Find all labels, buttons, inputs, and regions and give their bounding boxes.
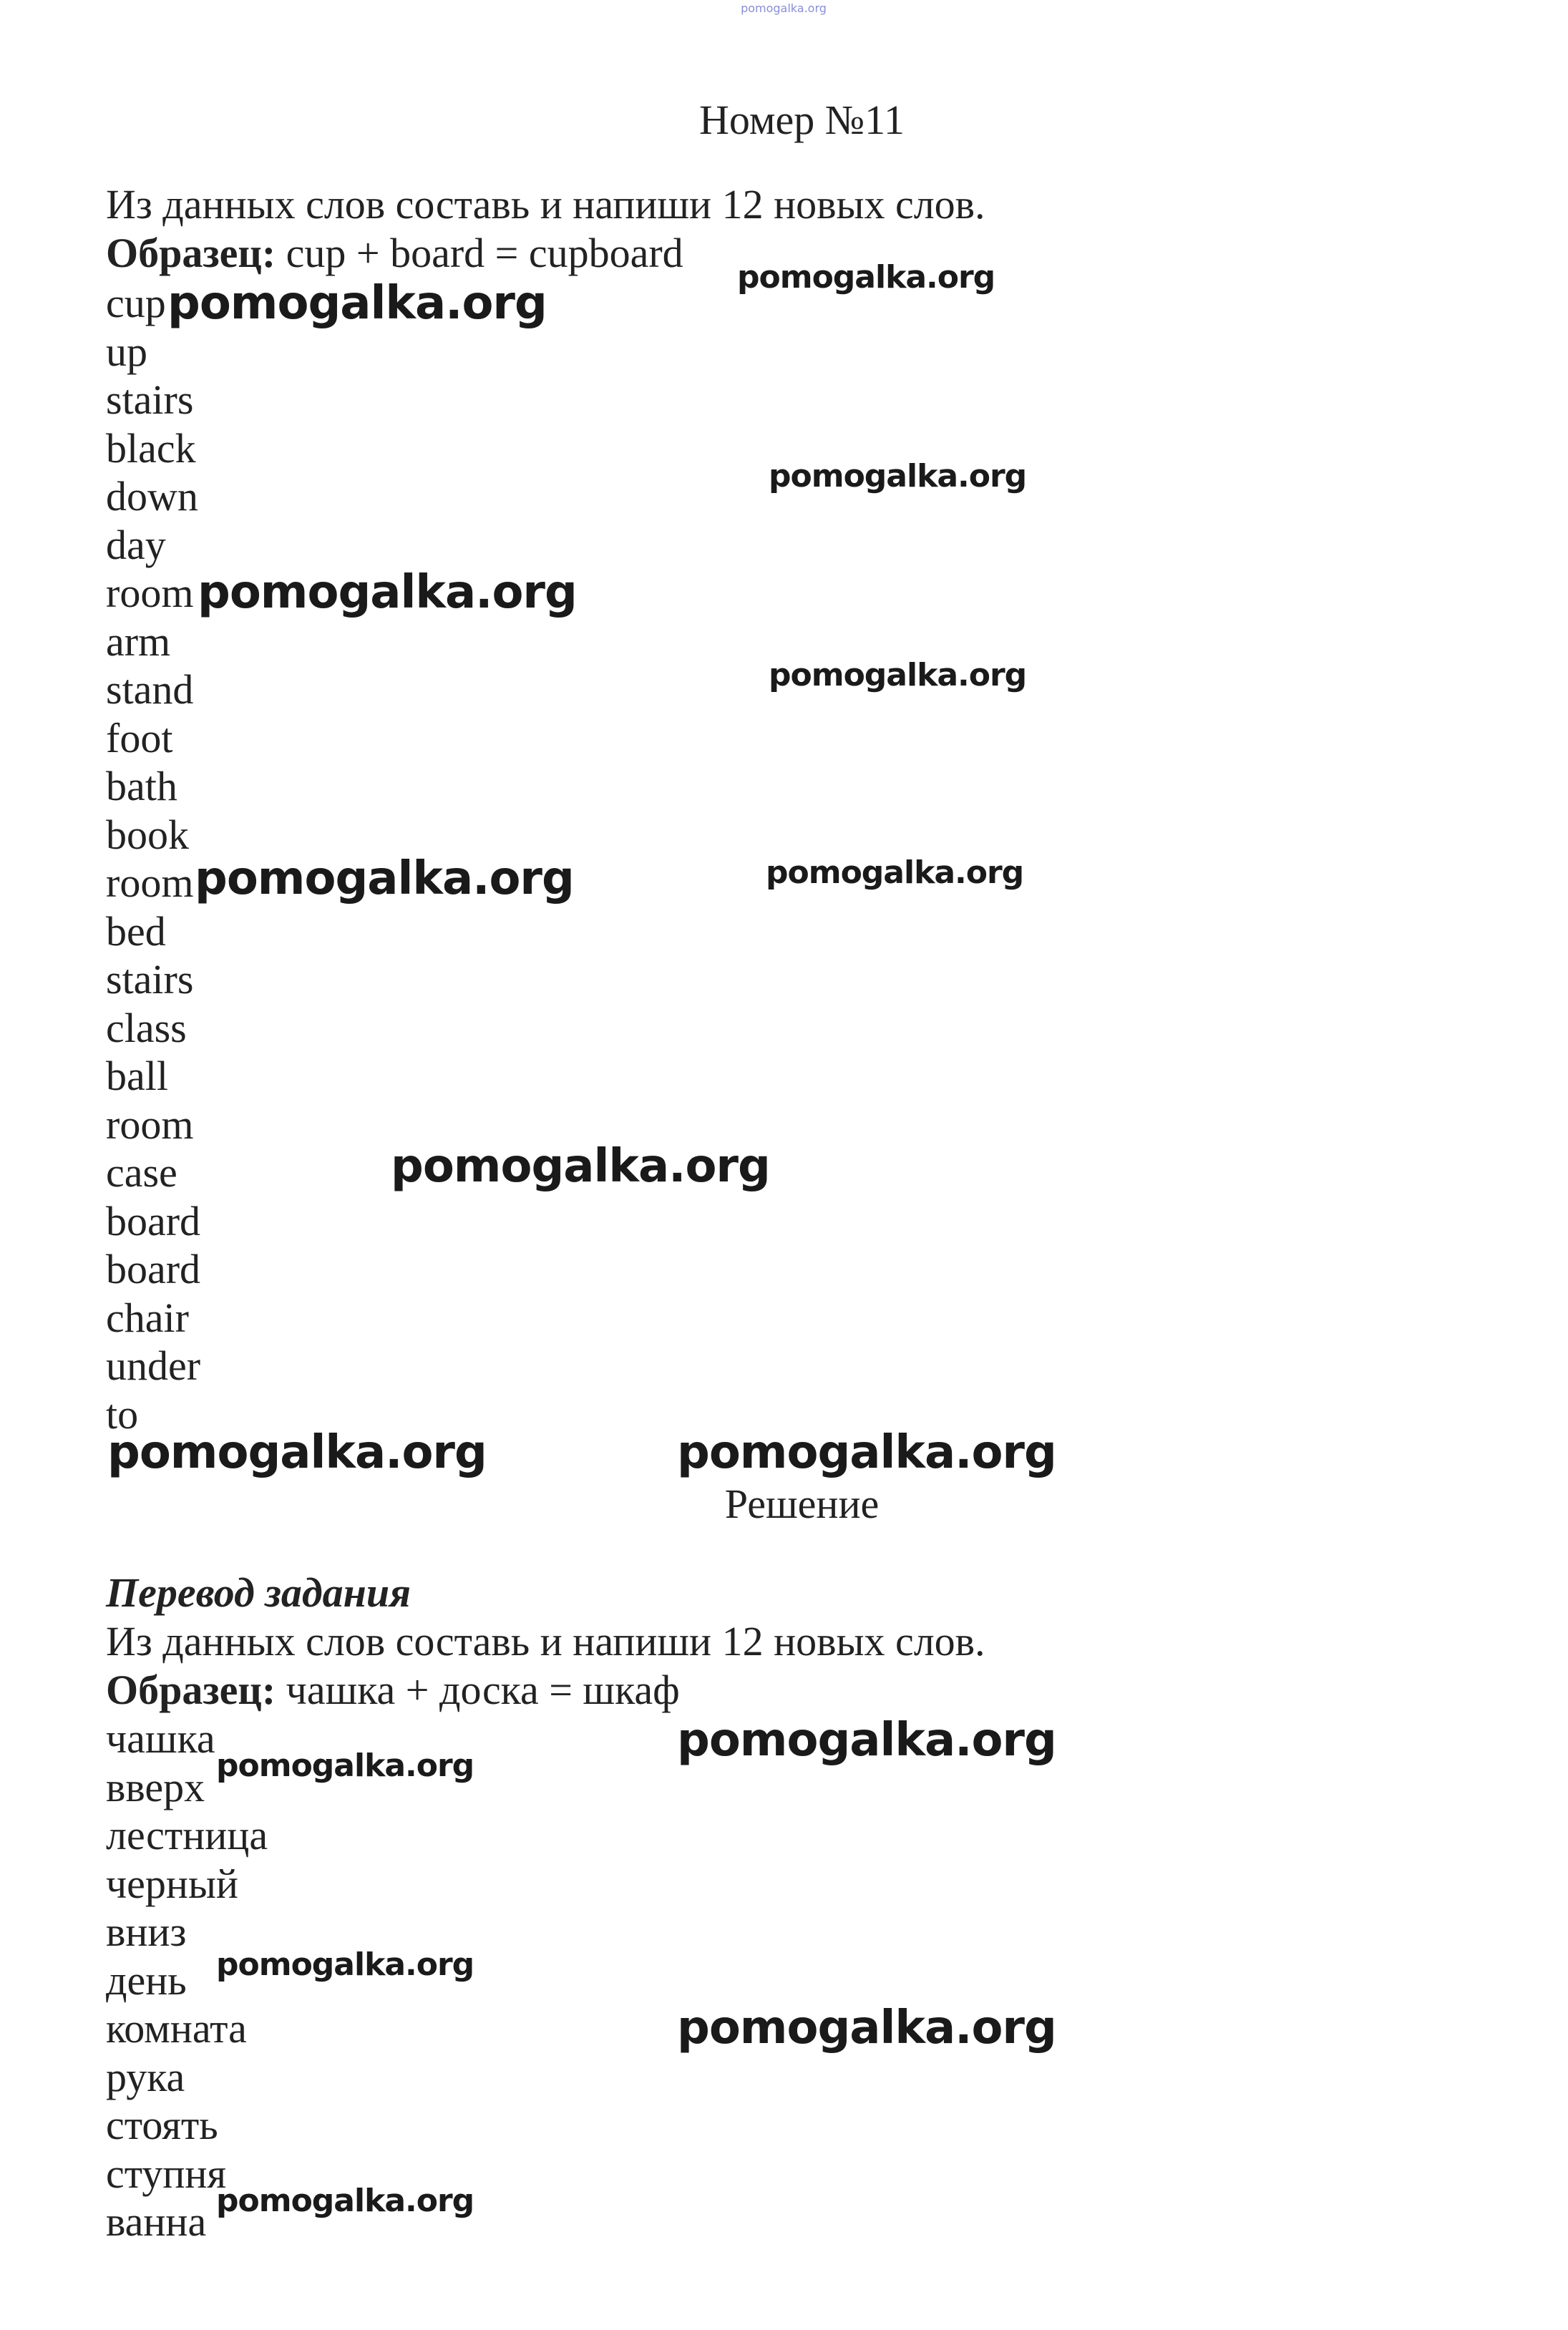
- translation-example-label: Образец:: [106, 1667, 276, 1713]
- solution-label: Решение: [724, 1481, 880, 1527]
- translation-example: [106, 1666, 680, 1715]
- watermark: pomogalka.org: [107, 1426, 487, 1479]
- word-item: book: [106, 811, 189, 858]
- translation-example-text: чашка + доска = шкаф: [276, 1667, 680, 1713]
- watermark: pomogalka.org: [769, 458, 1027, 494]
- word-item: день: [106, 1956, 187, 2004]
- word-item: bath: [106, 763, 177, 809]
- word-item: стоять: [106, 2102, 218, 2148]
- task-example: [106, 229, 683, 278]
- watermark: pomogalka.org: [216, 2183, 474, 2219]
- word-item: ванна: [106, 2198, 207, 2245]
- word-item: вниз: [106, 1909, 187, 1955]
- translation-heading: Перевод задания: [106, 1569, 411, 1616]
- word-item: under: [106, 1342, 201, 1389]
- watermark: pomogalka.org: [167, 277, 547, 330]
- word-item: case: [106, 1149, 177, 1196]
- word-item: class: [106, 1004, 187, 1051]
- example-text: cup + board = cupboard: [276, 230, 683, 276]
- word-item: ступня: [106, 2150, 227, 2197]
- word-item: room: [106, 859, 194, 906]
- word-item: chair: [106, 1294, 189, 1341]
- watermark: pomogalka.org: [677, 1426, 1056, 1479]
- word-item: board: [106, 1246, 201, 1292]
- word-item: ball: [106, 1053, 168, 1099]
- word-item: черный: [106, 1860, 238, 1907]
- word-item: black: [106, 424, 196, 472]
- word-item: вверх: [106, 1763, 205, 1810]
- word-item: stand: [106, 666, 194, 713]
- watermark: pomogalka.org: [391, 1140, 770, 1193]
- word-item: рука: [106, 2053, 185, 2100]
- header-watermark: pomogalka.org: [741, 1, 827, 15]
- task-instruction: Из данных слов составь и напиши 12 новых слов.: [106, 181, 985, 228]
- word-item: board: [106, 1197, 201, 1244]
- example-label: Образец:: [106, 230, 276, 276]
- word-item: arm: [106, 618, 171, 665]
- word-item: лестница: [106, 1812, 268, 1858]
- word-item: комната: [106, 2005, 247, 2052]
- word-item: up: [106, 328, 147, 375]
- word-item: cup: [106, 280, 166, 326]
- word-item: чашка: [106, 1715, 215, 1762]
- translation-instruction: Из данных слов составь и напиши 12 новых слов.: [106, 1618, 985, 1664]
- word-list: [106, 279, 200, 1438]
- word-item: room: [106, 570, 194, 616]
- watermark: pomogalka.org: [769, 657, 1027, 693]
- word-item: down: [106, 473, 198, 520]
- watermark: pomogalka.org: [677, 1714, 1056, 1767]
- watermark: pomogalka.org: [216, 1748, 474, 1784]
- word-item: stairs: [106, 956, 194, 1003]
- watermark: pomogalka.org: [677, 2002, 1056, 2054]
- word-item: to: [106, 1390, 139, 1438]
- word-item: day: [106, 521, 166, 568]
- word-item: room: [106, 1101, 194, 1148]
- page-title: Номер №11: [699, 97, 905, 143]
- word-item: bed: [106, 907, 166, 955]
- word-item: foot: [106, 714, 173, 761]
- watermark: pomogalka.org: [195, 852, 574, 905]
- watermark: pomogalka.org: [198, 566, 577, 619]
- watermark: pomogalka.org: [766, 854, 1024, 891]
- watermark: pomogalka.org: [737, 259, 995, 296]
- watermark: pomogalka.org: [216, 1946, 474, 1983]
- word-item: stairs: [106, 376, 194, 423]
